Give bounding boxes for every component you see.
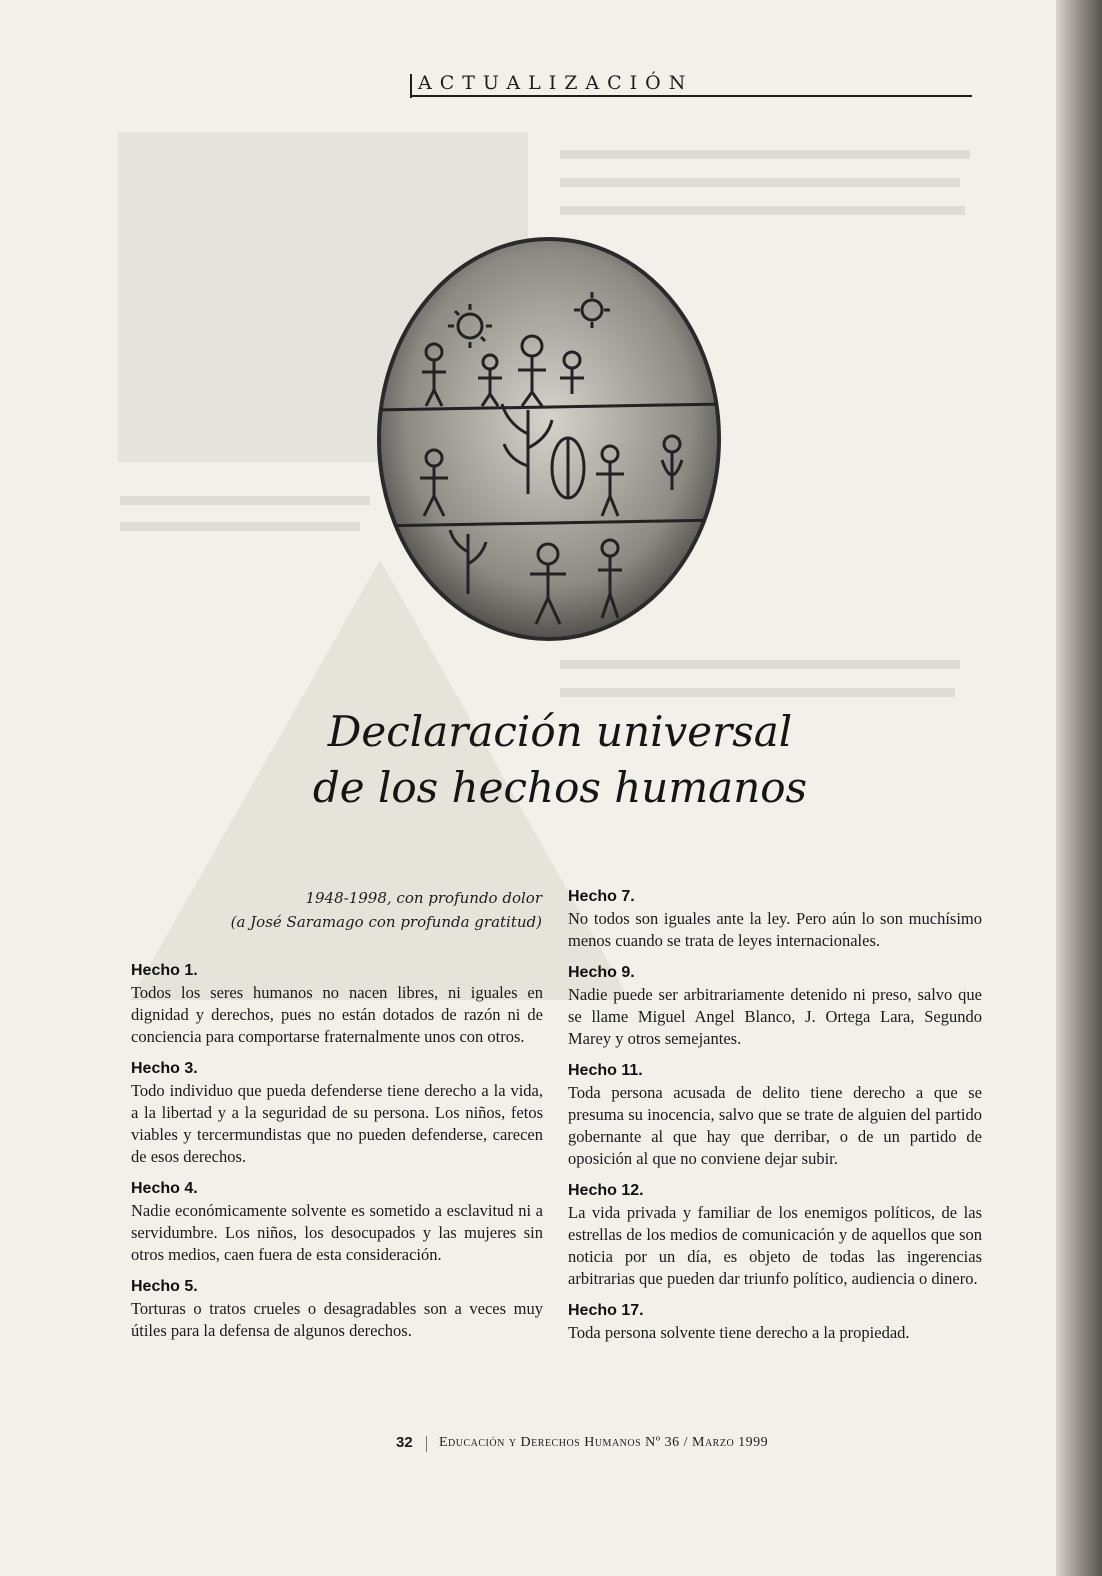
article-heading: Hecho 7. [568, 888, 635, 905]
article-hecho-4 [131, 1178, 543, 1266]
show-through-text [560, 688, 955, 697]
article-body: Todo individuo que pueda defenderse tiene derecho a la vida, a la libertad y a la seguridad de su persona. Los niños, fetos viables y tercermundistas que no pueden defenderse, carecen de esos derechos. [131, 1081, 543, 1166]
show-through-text [120, 522, 360, 531]
article-heading: Hecho 4. [131, 1180, 198, 1197]
show-through-text [560, 206, 965, 215]
article-heading: Hecho 3. [131, 1060, 198, 1077]
article-body: Todos los seres humanos no nacen libres, ni iguales en dignidad y derechos, pues no están dotados de razón ni de conciencia para comportarse fraternalmente unos con otros. [131, 983, 543, 1046]
article-heading: Hecho 11. [568, 1062, 643, 1079]
article-heading: Hecho 9. [568, 964, 635, 981]
article-hecho-12 [568, 1180, 982, 1290]
section-header [410, 70, 972, 98]
article-body: Toda persona solvente tiene derecho a la propiedad. [568, 1323, 910, 1342]
article-body: Toda persona acusada de delito tiene derecho a que se presuma su inocencia, salvo que se trate de alguien del partido gobernante al que hay que derribar, o de un partido de oposición al que no conviene dejar subir. [568, 1083, 982, 1168]
oval-engraving-illustration [372, 234, 726, 644]
left-column [131, 960, 543, 1352]
header-rule [410, 95, 972, 97]
page-number: 32 [396, 1434, 413, 1451]
article-title [300, 704, 820, 816]
show-through-text [120, 496, 370, 505]
article-hecho-5 [131, 1276, 543, 1342]
page-binding-shadow [1056, 0, 1102, 1576]
article-body: No todos son iguales ante la ley. Pero aún lo son muchísimo menos cuando se trata de leyes internacionales. [568, 909, 982, 950]
show-through-text [560, 150, 970, 159]
article-hecho-17 [568, 1300, 982, 1344]
epigraph-line-2: (a José Saramago con profunda gratitud) [230, 913, 542, 931]
right-column [568, 886, 982, 1354]
article-hecho-7 [568, 886, 982, 952]
article-heading: Hecho 5. [131, 1278, 198, 1295]
page-footer [396, 1434, 896, 1458]
article-heading: Hecho 17. [568, 1302, 644, 1319]
article-body: Torturas o tratos crueles o desagradables son a veces muy útiles para la defensa de algunos derechos. [131, 1299, 543, 1340]
epigraph [190, 886, 542, 934]
article-hecho-9 [568, 962, 982, 1050]
article-hecho-3 [131, 1058, 543, 1168]
section-label: ACTUALIZACIÓN [418, 72, 694, 94]
article-body: Nadie puede ser arbitrariamente detenido ni preso, salvo que se llame Miguel Angel Blanco, J. Ortega Lara, Segundo Marey y otros semejantes. [568, 985, 982, 1048]
article-body: La vida privada y familiar de los enemigos políticos, de las estrellas de los medios de comunicación y de aquellos que son noticia por un día, es objeto de todas las ingerencias arbitrarias que pueden dar triunfo político, audiencia o dinero. [568, 1203, 982, 1288]
title-line-2: de los hechos humanos [312, 763, 808, 812]
article-heading: Hecho 1. [131, 962, 198, 979]
show-through-text [560, 660, 960, 669]
show-through-text [560, 178, 960, 187]
article-hecho-1 [131, 960, 543, 1048]
article-hecho-11 [568, 1060, 982, 1170]
article-heading: Hecho 12. [568, 1182, 644, 1199]
title-line-1: Declaración universal [327, 707, 793, 756]
article-body: Nadie económicamente solvente es sometido a esclavitud ni a servidumbre. Los niños, los desocupados y las mujeres sin otros medios, caen fuera de esta consideración. [131, 1201, 543, 1264]
epigraph-line-1: 1948-1998, con profundo dolor [305, 889, 542, 907]
journal-citation: Educación y Derechos Humanos Nº 36 / Marzo 1999 [439, 1435, 769, 1450]
footer-separator [426, 1436, 427, 1452]
